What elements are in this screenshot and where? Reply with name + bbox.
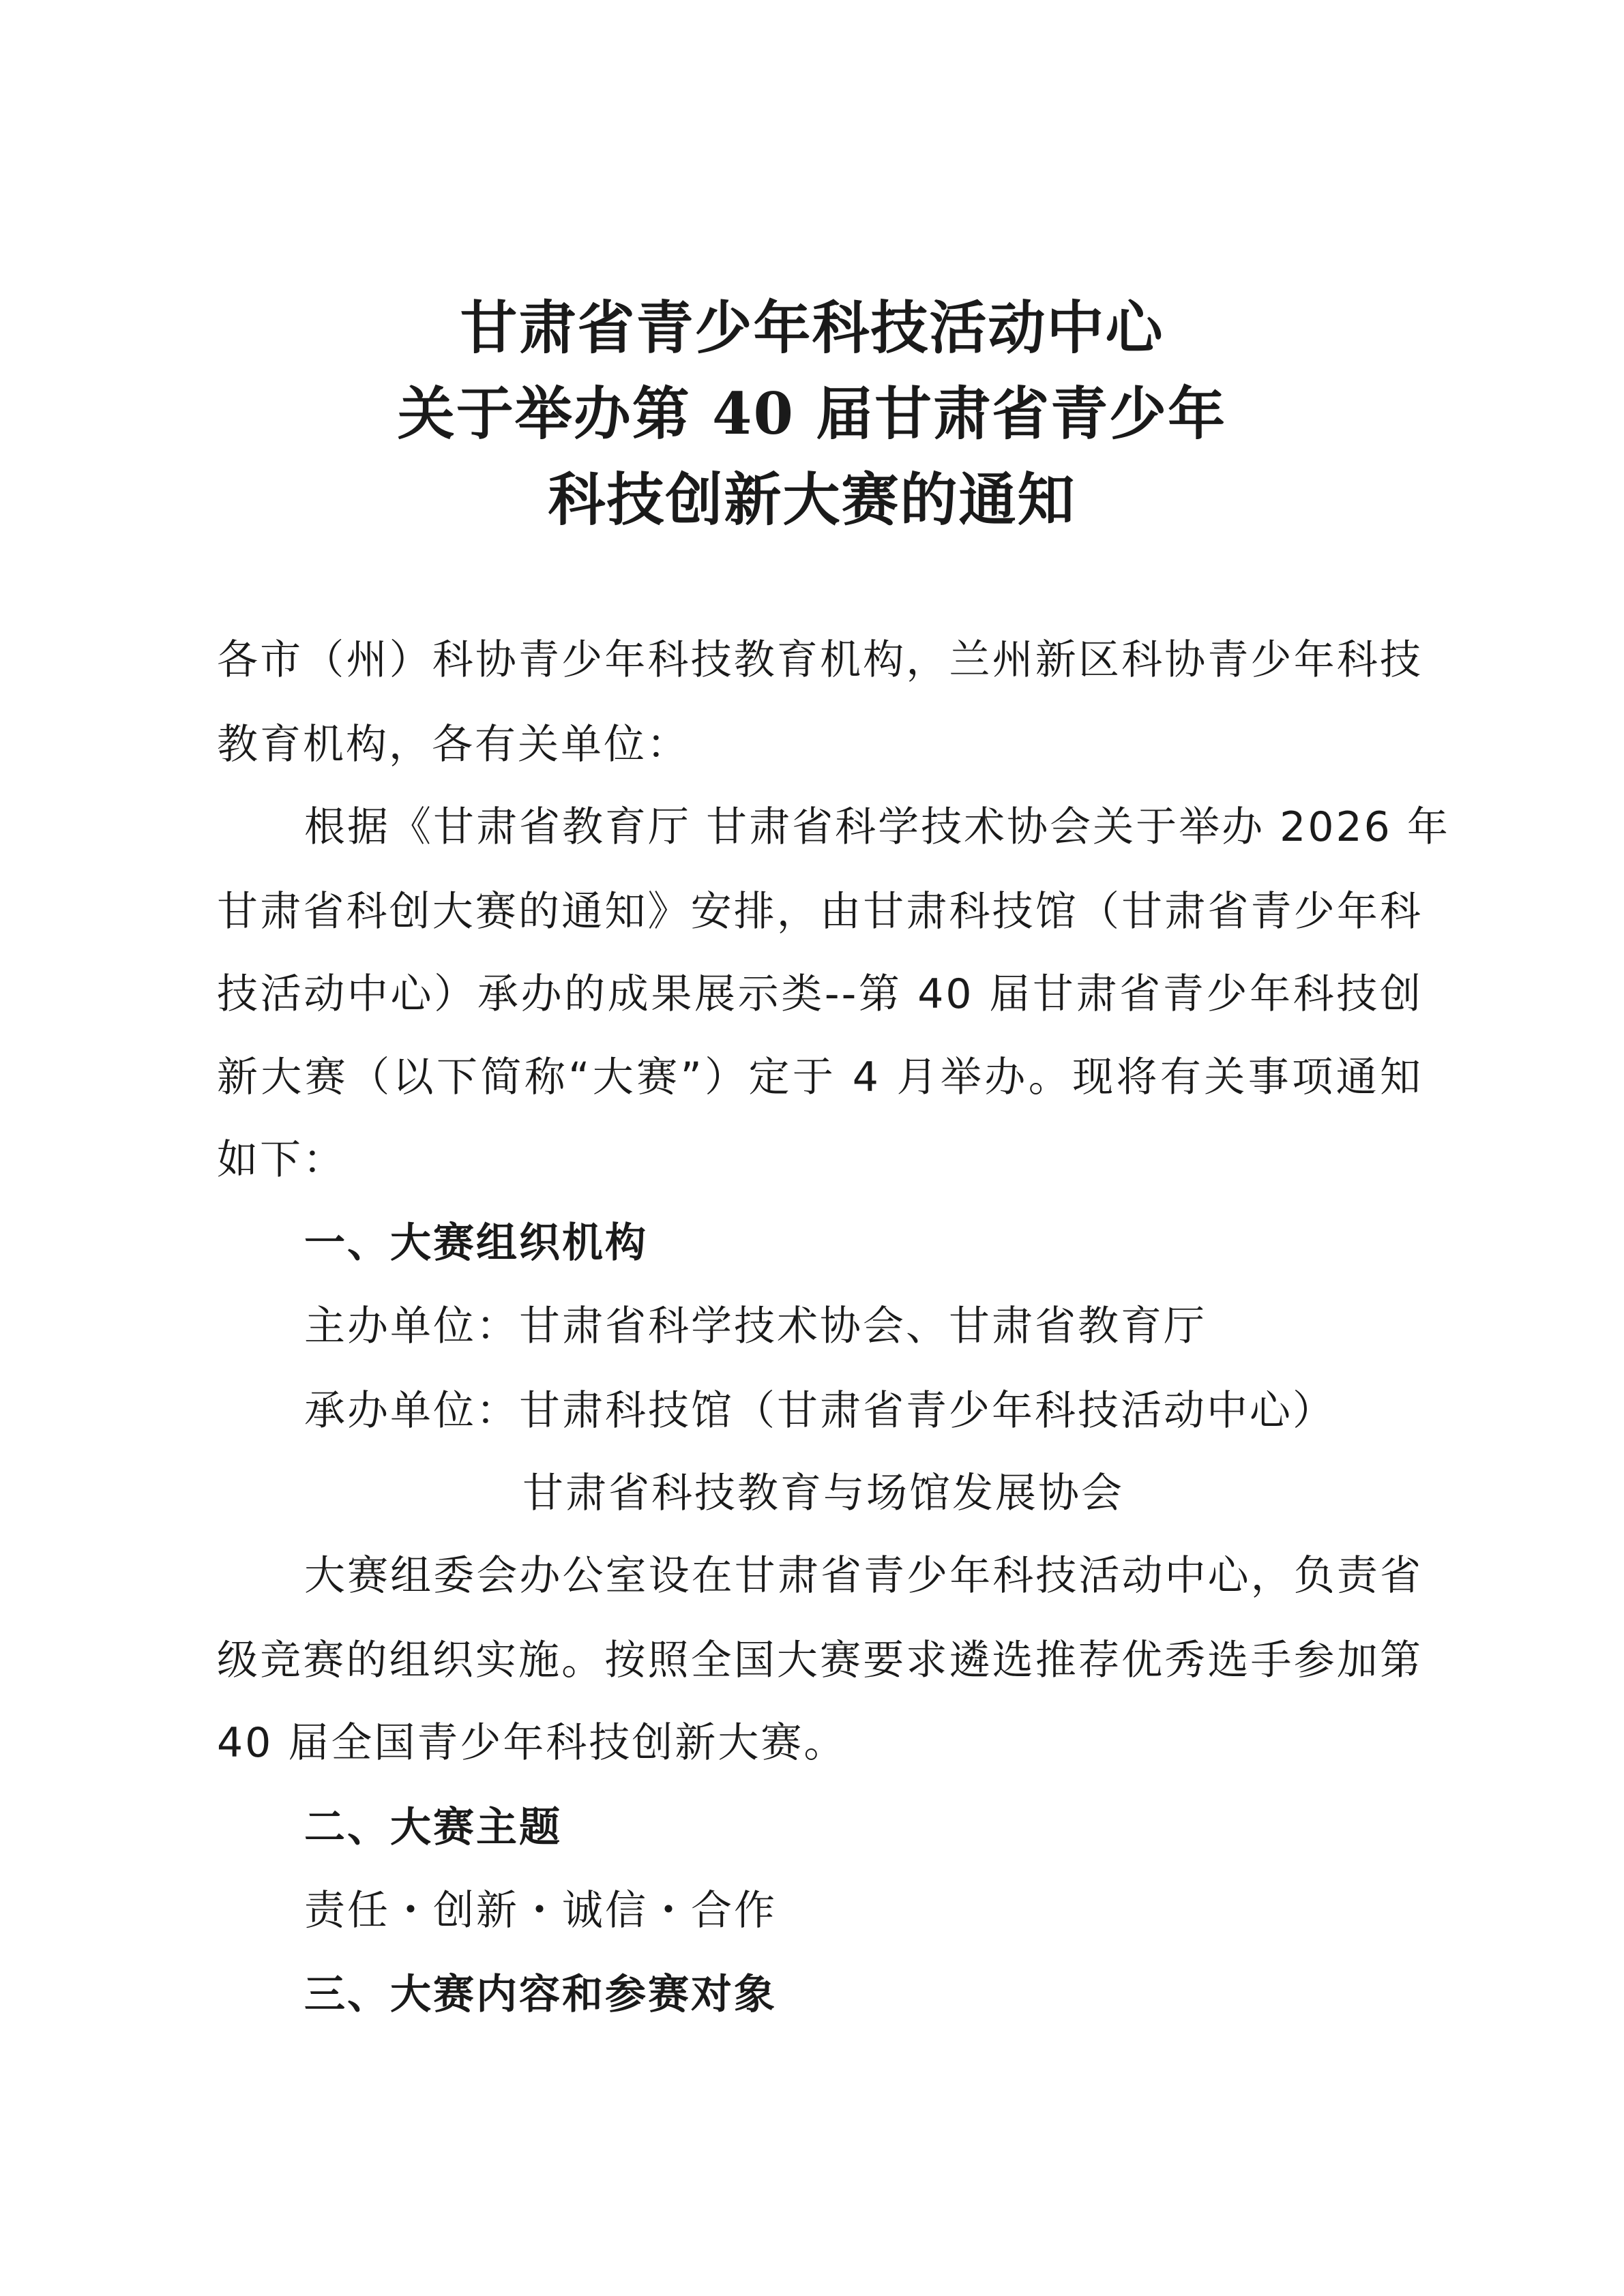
title-line-3: 科技创新大赛的通知 — [548, 466, 1076, 533]
intro-text-2: 甘肃省科创大赛的通知》安排，由甘肃科技馆（甘肃省青少年科 — [217, 888, 1423, 936]
section-1-heading: 一、大赛组织机构 — [304, 1219, 648, 1267]
title-line-1: 甘肃省青少年科技活动中心 — [460, 294, 1164, 361]
committee-text-2: 级竞赛的组织实施。按照全国大赛要求遴选推荐优秀选手参加第 — [217, 1637, 1423, 1684]
salutation-line-2: 教育机构，各有关单位： — [217, 721, 690, 769]
intro-line-4 — [217, 1050, 1423, 1105]
host-unit: 主办单位：甘肃省科学技术协会、甘肃省教育厅 — [304, 1302, 1207, 1350]
salutation-text-1: 各市（州）科协青少年科技教育机构，兰州新区科协青少年科技 — [217, 636, 1423, 684]
organizer-unit-2: 甘肃省科技教育与场馆发展协会 — [522, 1470, 1124, 1517]
intro-line-5: 如下： — [217, 1136, 346, 1184]
document-title — [0, 285, 1624, 543]
committee-line-3: 40 届全国青少年科技创新大赛。 — [217, 1719, 847, 1767]
section-2-heading: 二、大赛主题 — [304, 1804, 562, 1851]
intro-text-4: 新大赛（以下简称“大赛”）定于 4 月举办。现将有关事项通知 — [217, 1054, 1423, 1101]
intro-text-1: 根据《甘肃省教育厅 甘肃省科学技术协会关于举办 2026 年 — [304, 803, 1450, 851]
committee-text-1: 大赛组委会办公室设在甘肃省青少年科技活动中心，负责省 — [304, 1552, 1423, 1600]
committee-line-1 — [304, 1549, 1423, 1603]
salutation-line-1 — [217, 633, 1423, 687]
organizer-unit: 承办单位：甘肃科技馆（甘肃省青少年科技活动中心） — [304, 1387, 1335, 1435]
intro-text-3: 技活动中心）承办的成果展示类--第 40 届甘肃省青少年科技创 — [217, 970, 1423, 1018]
intro-line-1 — [304, 800, 1450, 854]
committee-line-2 — [217, 1633, 1423, 1688]
intro-line-3 — [217, 967, 1423, 1022]
intro-line-2 — [217, 884, 1423, 939]
title-line-2: 关于举办第 40 届甘肃省青少年 — [397, 380, 1227, 447]
section-3-heading: 三、大赛内容和参赛对象 — [304, 1971, 777, 2018]
theme-text: 责任・创新・诚信・合作 — [304, 1887, 777, 1935]
